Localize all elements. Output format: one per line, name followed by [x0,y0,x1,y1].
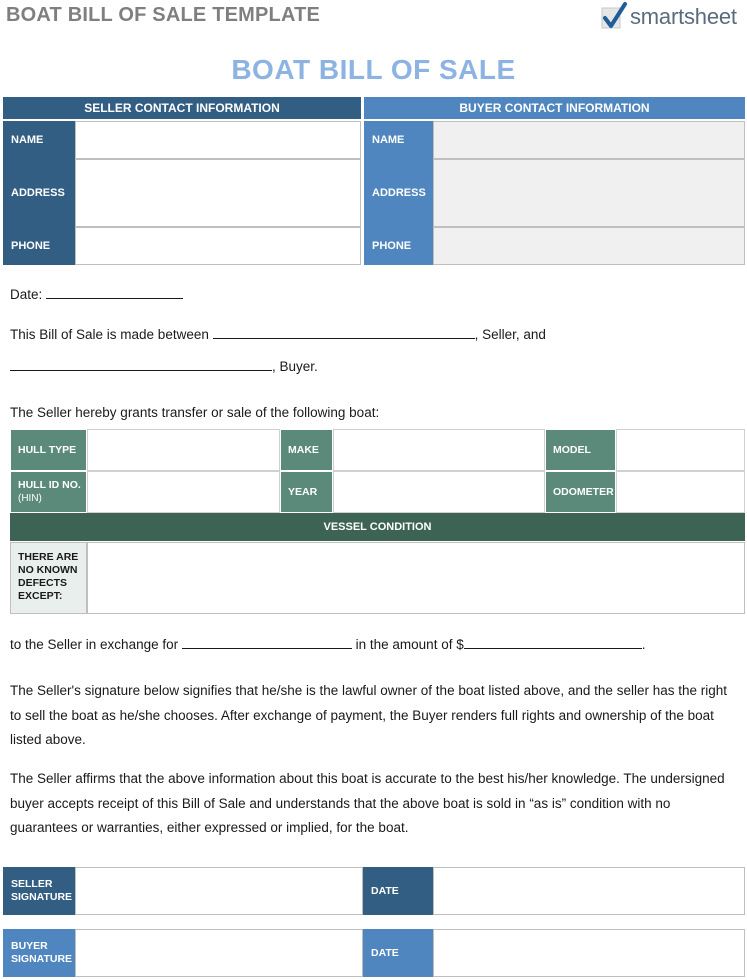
smartsheet-logo[interactable] [600,2,737,32]
hin-text: (HIN) [18,493,42,504]
model-label [545,429,616,471]
exchange-line [10,636,645,652]
defects-field[interactable] [87,542,745,614]
seller-date-label [363,867,433,915]
model-text: MODEL [553,444,591,456]
period-text: . [641,637,646,652]
between-text: This Bill of Sale is made between [10,327,209,342]
buyer-phone-label: PHONE [364,227,433,265]
seller-and-text: , Seller, and [474,327,546,342]
seller-sig-line1: SELLER [11,878,53,890]
buyer-name-label: NAME [364,121,433,159]
seller-date-text: DATE [371,884,399,897]
buyer-date-text: DATE [371,946,399,959]
hull-type-text: HULL TYPE [18,444,77,456]
buyer-phone-field[interactable] [433,227,745,265]
seller-name-label: NAME [3,121,75,159]
buyer-sig-line1: BUYER [11,940,48,952]
defects-label-line: DEFECTS [18,577,68,589]
buyer-address-label: ADDRESS [364,159,433,227]
hull-type-field[interactable] [87,429,280,471]
grants-text: The Seller hereby grants transfer or sale of the following boat: [10,405,380,420]
ownership-paragraph: The Seller's signature below signifies that he/she is the lawful owner of the boat listed above, and the seller has the right to sell the boat as he/she chooses. After exchange of payment, the Buyer renders full rights and ownership of the boat listed above. [10,683,727,747]
buyer-suffix-text: , Buyer. [272,359,318,374]
defects-label-line: EXCEPT: [18,590,63,602]
make-text: MAKE [288,444,319,456]
buyer-line [10,358,318,374]
seller-sig-line2: SIGNATURE [11,891,73,903]
year-label [280,471,333,513]
amount-of-text: in the amount of $ [355,637,464,652]
model-field[interactable] [616,429,745,471]
hull-id-field[interactable] [87,471,280,513]
page-title: BOAT BILL OF SALE [231,54,516,85]
hull-id-text: HULL ID NO. [18,479,81,491]
date-blank[interactable] [46,286,183,299]
buyer-name-blank[interactable] [10,358,272,371]
seller-name-field[interactable] [75,121,361,159]
defects-label-line: THERE ARE [18,551,79,563]
seller-phone-field[interactable] [75,227,361,265]
seller-date-field[interactable] [433,867,745,915]
logo-text: smartsheet [630,4,737,29]
buyer-sig-line2: SIGNATURE [11,953,73,965]
buyer-signature-field[interactable] [75,929,363,977]
defects-label-line: NO KNOWN [18,564,78,576]
seller-contact-header: SELLER CONTACT INFORMATION [3,97,361,119]
date-line [10,286,183,302]
seller-signature-field[interactable] [75,867,363,915]
defects-label [10,542,87,614]
exchange-blank[interactable] [182,636,352,649]
seller-address-label: ADDRESS [3,159,75,227]
seller-name-blank[interactable] [213,326,475,339]
buyer-contact-header: BUYER CONTACT INFORMATION [364,97,745,119]
seller-signature-label [3,867,75,915]
buyer-date-label [363,929,433,977]
date-label: Date: [10,287,43,302]
odometer-label [545,471,616,513]
buyer-signature-label [3,929,75,977]
parties-line [10,326,546,342]
buyer-date-field[interactable] [433,929,745,977]
hull-id-label [10,471,87,513]
amount-blank[interactable] [464,636,642,649]
seller-address-field[interactable] [75,159,361,227]
hull-type-label [10,429,87,471]
year-text: YEAR [288,486,318,498]
to-seller-text: to the Seller in exchange for [10,637,179,652]
make-field[interactable] [333,429,545,471]
make-label [280,429,333,471]
affirmation-paragraph: The Seller affirms that the above information about this boat is accurate to the best his/her knowledge. The undersigned buyer accepts receipt of this Bill of Sale and understands that the above boat is sold in “as is” condition with no guarantees or warranties, either expressed or implied, for the boat. [10,771,725,835]
seller-phone-label: PHONE [3,227,75,265]
checkmark-icon [600,2,628,32]
buyer-address-field[interactable] [433,159,745,227]
year-field[interactable] [333,471,545,513]
odometer-field[interactable] [616,471,745,513]
odometer-text: ODOMETER [553,486,614,498]
vessel-condition-header: VESSEL CONDITION [10,513,745,541]
template-title: BOAT BILL OF SALE TEMPLATE [6,4,321,26]
buyer-name-field[interactable] [433,121,745,159]
